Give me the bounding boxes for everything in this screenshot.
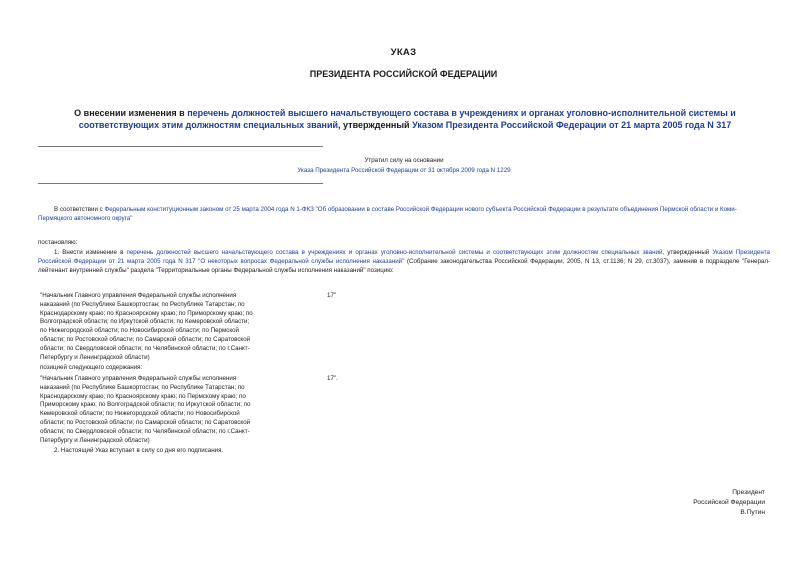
- new-position-line: области; по Ростовской области; по Самарской области; по Саратовской: [40, 418, 251, 426]
- signature-title: Президент: [732, 489, 765, 496]
- decree-word: постановляю:: [38, 239, 78, 246]
- old-position-line: Петербургу и Ленинградской области): [40, 353, 150, 361]
- title-middle: , утвержденный: [338, 120, 410, 130]
- item-1-decree-link[interactable]: Указом Президента Российской Федерации от 21 марта 2005 года N 317 "О некоторых вопросах Федеральной службы исполнения наказаний": [38, 249, 770, 265]
- new-position-line: Приморскому краю; по Волгоградской области; по Иркутской области; по: [40, 401, 251, 409]
- status-link[interactable]: Указа Президента Российской Федерации от 31 октября 2009 года N 1229: [297, 167, 511, 174]
- document-title: [60, 107, 750, 131]
- fkz-law-link[interactable]: Федеральным конституционным законом от 25 марта 2004 года N 1-ФКЗ "Об образовании в составе Российской Федерации нового субъекта Российской Федерации в результате объединения Пермской области и Коми-Пермяцкого автономного округа": [38, 206, 737, 222]
- signature-country: Российской Федерации: [693, 499, 765, 507]
- new-position-line: Петербургу и Ленинградской области): [40, 436, 150, 444]
- status-rule-bottom: [38, 183, 323, 184]
- preamble: [38, 206, 770, 224]
- old-position-line: Волгоградской области; по Иркутской области; по Кемеровской области;: [40, 318, 250, 326]
- old-position-line: Краснодарскому краю; по Красноярскому краю; по Приморскому краю; по: [40, 309, 253, 317]
- title-decree-link[interactable]: Указом Президента Российской Федерации от 21 марта 2005 года N 317: [412, 120, 732, 130]
- preamble-prefix: В соответствии с: [54, 206, 103, 213]
- old-position-code: 17": [327, 292, 337, 299]
- old-position-line: наказаний (по Республике Башкортостан; по Республике Татарстан; по: [40, 300, 245, 308]
- old-position-text: [40, 292, 272, 362]
- new-position-line: наказаний (по Республике Башкортостан; по Республике Татарстан; по: [40, 383, 245, 391]
- new-position-line: Кемеровской области; по Нижегородской области; по Новосибирской: [40, 410, 240, 418]
- item-1-prefix: 1. Внести изменение в: [54, 249, 124, 256]
- item-1: [38, 249, 770, 275]
- signature-name: В.Путин: [740, 509, 765, 517]
- new-position-text: [40, 375, 272, 445]
- old-position-line: области; по Свердловской области; по Челябинской области; по г.Санкт-: [40, 344, 250, 352]
- status-rule-top: [38, 146, 323, 147]
- replace-word: позицией следующего содержания:: [40, 364, 143, 371]
- item-2: 2. Настоящий Указ вступает в силу со дня его подписания.: [54, 447, 224, 454]
- signature-block: [693, 488, 765, 519]
- new-position-line: Краснодарскому краю; по Красноярскому краю; по Пермскому краю; по: [40, 392, 246, 400]
- new-position-line: области; по Свердловской области; по Челябинской области; по г.Санкт-: [40, 427, 250, 435]
- old-position-line: области; по Ростовской области; по Самарской области; по Саратовской: [40, 335, 251, 343]
- new-position-line: "Начальник Главного управления Федеральной службы исполнения: [40, 375, 237, 382]
- new-position-code: 17".: [327, 375, 338, 382]
- decree-heading: УКАЗ: [390, 47, 417, 58]
- old-position-line: по Нижегородской области; по Новосибирской области; по Пермской: [40, 327, 240, 335]
- item-1-list-link[interactable]: перечень должностей высшего начальствующего состава в учреждениях и органах уголовно-исполнительной системы и соответствующих этим должностям специальных званий: [126, 249, 663, 256]
- title-list-link[interactable]: перечень должностей высшего начальствующего состава в учреждениях и органах уголовно-исполнительной системы и соответствующих этим должностям специальных званий: [78, 108, 736, 130]
- item-1-part3: (Собрание законодательства Российской Федерации, 2005, N 13, ст.1136; N 29, ст.3037), заменив в подразделе "Генерал-лейтенант внутренней службы" раздела "Территориальные органы Федеральной службы исполнения наказаний" позицию:: [38, 257, 770, 274]
- item-1-part2: , утвержденный: [662, 249, 710, 256]
- old-position-line: "Начальник Главного управления Федеральной службы исполнения: [40, 292, 237, 299]
- president-heading: ПРЕЗИДЕНТА РОССИЙСКОЙ ФЕДЕРАЦИИ: [309, 69, 498, 79]
- status-line: Утратил силу на основании: [364, 157, 444, 164]
- title-prefix: О внесении изменения в: [74, 108, 185, 118]
